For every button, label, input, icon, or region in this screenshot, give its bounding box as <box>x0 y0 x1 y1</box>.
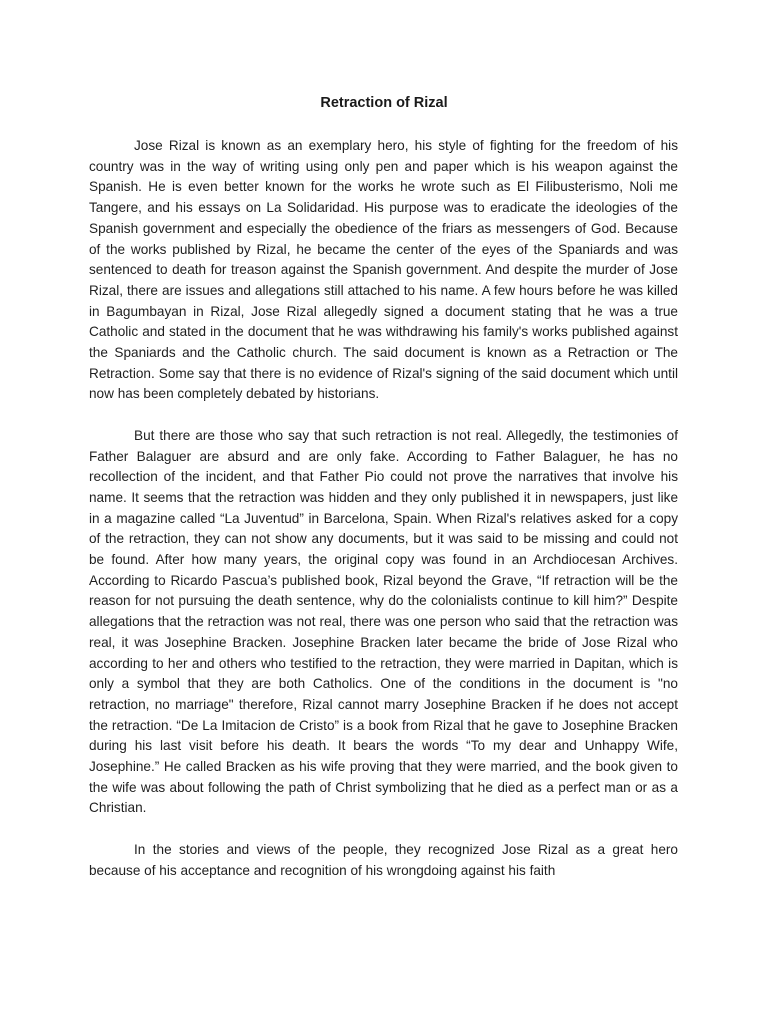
paragraph-2: But there are those who say that such retraction is not real. Allegedly, the testimonies of Father Balaguer are absurd and are only fake. According to Father Balaguer, he has no recollection of the incident, and that Father Pio could not prove the narratives that involve his name. It seems that the retraction was hidden and they only published it in newspapers, just like in a magazine called “La Juventud” in Barcelona, Spain. When Rizal's relatives asked for a copy of the retraction, they can not show any documents, but it was said to be missing and could not be found. After how many years, the original copy was found in an Archdiocesan Archives. According to Ricardo Pascua’s published book, Rizal beyond the Grave, “If retraction will be the reason for not pursuing the death sentence, why do the colonialists continue to kill him?” Despite allegations that the retraction was not real, there was one person who said that the retraction was real, it was Josephine Bracken. Josephine Bracken later became the bride of Jose Rizal who according to her and others who testified to the retraction, they were married in Dapitan, which is only a symbol that they are both Catholics. One of the conditions in the document is "no retraction, no marriage" therefore, Rizal cannot marry Josephine Bracken if he does not accept the retraction. “De La Imitacion de Cristo” is a book from Rizal that he gave to Josephine Bracken during his last visit before his death. It bears the words “To my dear and Unhappy Wife, Josephine.” He called Bracken as his wife proving that they were married, and the book given to the wife was about following the path of Christ symbolizing that he died as a perfect man or as a Christian. <box>89 427 678 816</box>
document-title: Retraction of Rizal <box>320 95 448 111</box>
paragraph-1: Jose Rizal is known as an exemplary hero, his style of fighting for the freedom of his country was in the way of writing using only pen and paper which is his weapon against the Spanish. He is even better known for the works he wrote such as El Filibusterismo, Noli me Tangere, and his essays on La Solidaridad. His purpose was to eradicate the ideologies of the Spanish government and especially the obedience of the friars as messengers of God. Because of the works published by Rizal, he became the center of the eyes of the Spaniards and was sentenced to death for treason against the Spanish government. And despite the murder of Jose Rizal, there are issues and allegations still attached to his name. A few hours before he was killed in Bagumbayan in Rizal, Jose Rizal allegedly signed a document stating that he was a true Catholic and stated in the document that he was withdrawing his family's works published against the Spaniards and the Catholic church. The said document is known as a Retraction or The Retraction. Some say that there is no evidence of Rizal's signing of the said document which until now has been completely debated by historians. <box>89 138 678 402</box>
paragraph-3: In the stories and views of the people, they recognized Jose Rizal as a great hero because of his acceptance and recognition of his wrongdoing against his faith <box>89 841 678 878</box>
document-body <box>89 136 678 902</box>
